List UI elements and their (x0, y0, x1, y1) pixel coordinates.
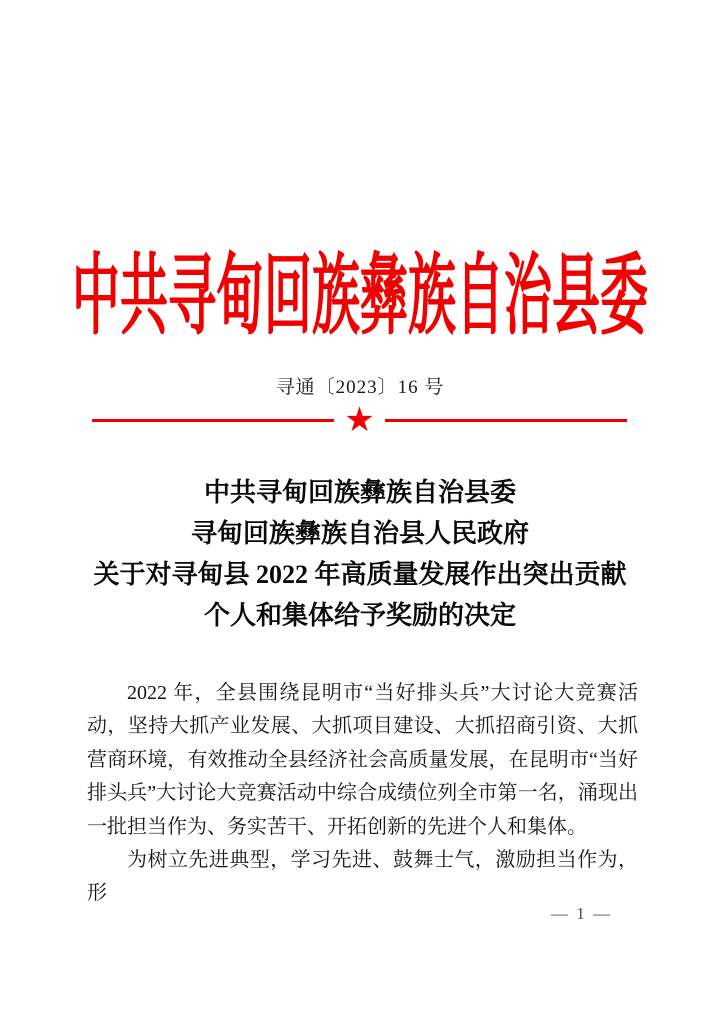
letterhead-issuer-title: 中共寻甸回族彝族自治县委 (71, 247, 648, 346)
divider-line-left (92, 419, 334, 422)
document-title-line-1: 中共寻甸回族彝族自治县委 (203, 478, 516, 507)
document-title-line-3: 关于对寻甸县 2022 年高质量发展作出突出贡献 (93, 560, 627, 589)
letterhead (0, 247, 720, 346)
document-body (87, 677, 638, 911)
red-divider (92, 400, 627, 440)
star-icon: ★ (344, 400, 375, 440)
page-number: — 1 — (551, 904, 612, 923)
body-paragraph-1: 2022 年，全县围绕昆明市“当好排头兵”大讨论大竞赛活动，坚持大抓产业发展、大抓项目建设、大抓招商引资、大抓营商环境，有效推动全县经济社会高质量发展，在昆明市“当好排头兵”大讨论大竞赛活动中综合成绩位列全市第一名，涌现出一批担当作为、务实苦干、开拓创新的先进个人和集体。 (87, 682, 638, 838)
document-title-line-2: 寻甸回族彝族自治县人民政府 (190, 519, 529, 548)
body-paragraph-2: 为树立先进典型，学习先进、鼓舞士气，激励担当作为，形 (87, 849, 638, 905)
document-title (0, 472, 720, 636)
divider-line-right (385, 419, 627, 422)
document-number: 寻通〔2023〕16 号 (275, 377, 445, 398)
document-title-line-4: 个人和集体给予奖励的决定 (203, 601, 516, 630)
